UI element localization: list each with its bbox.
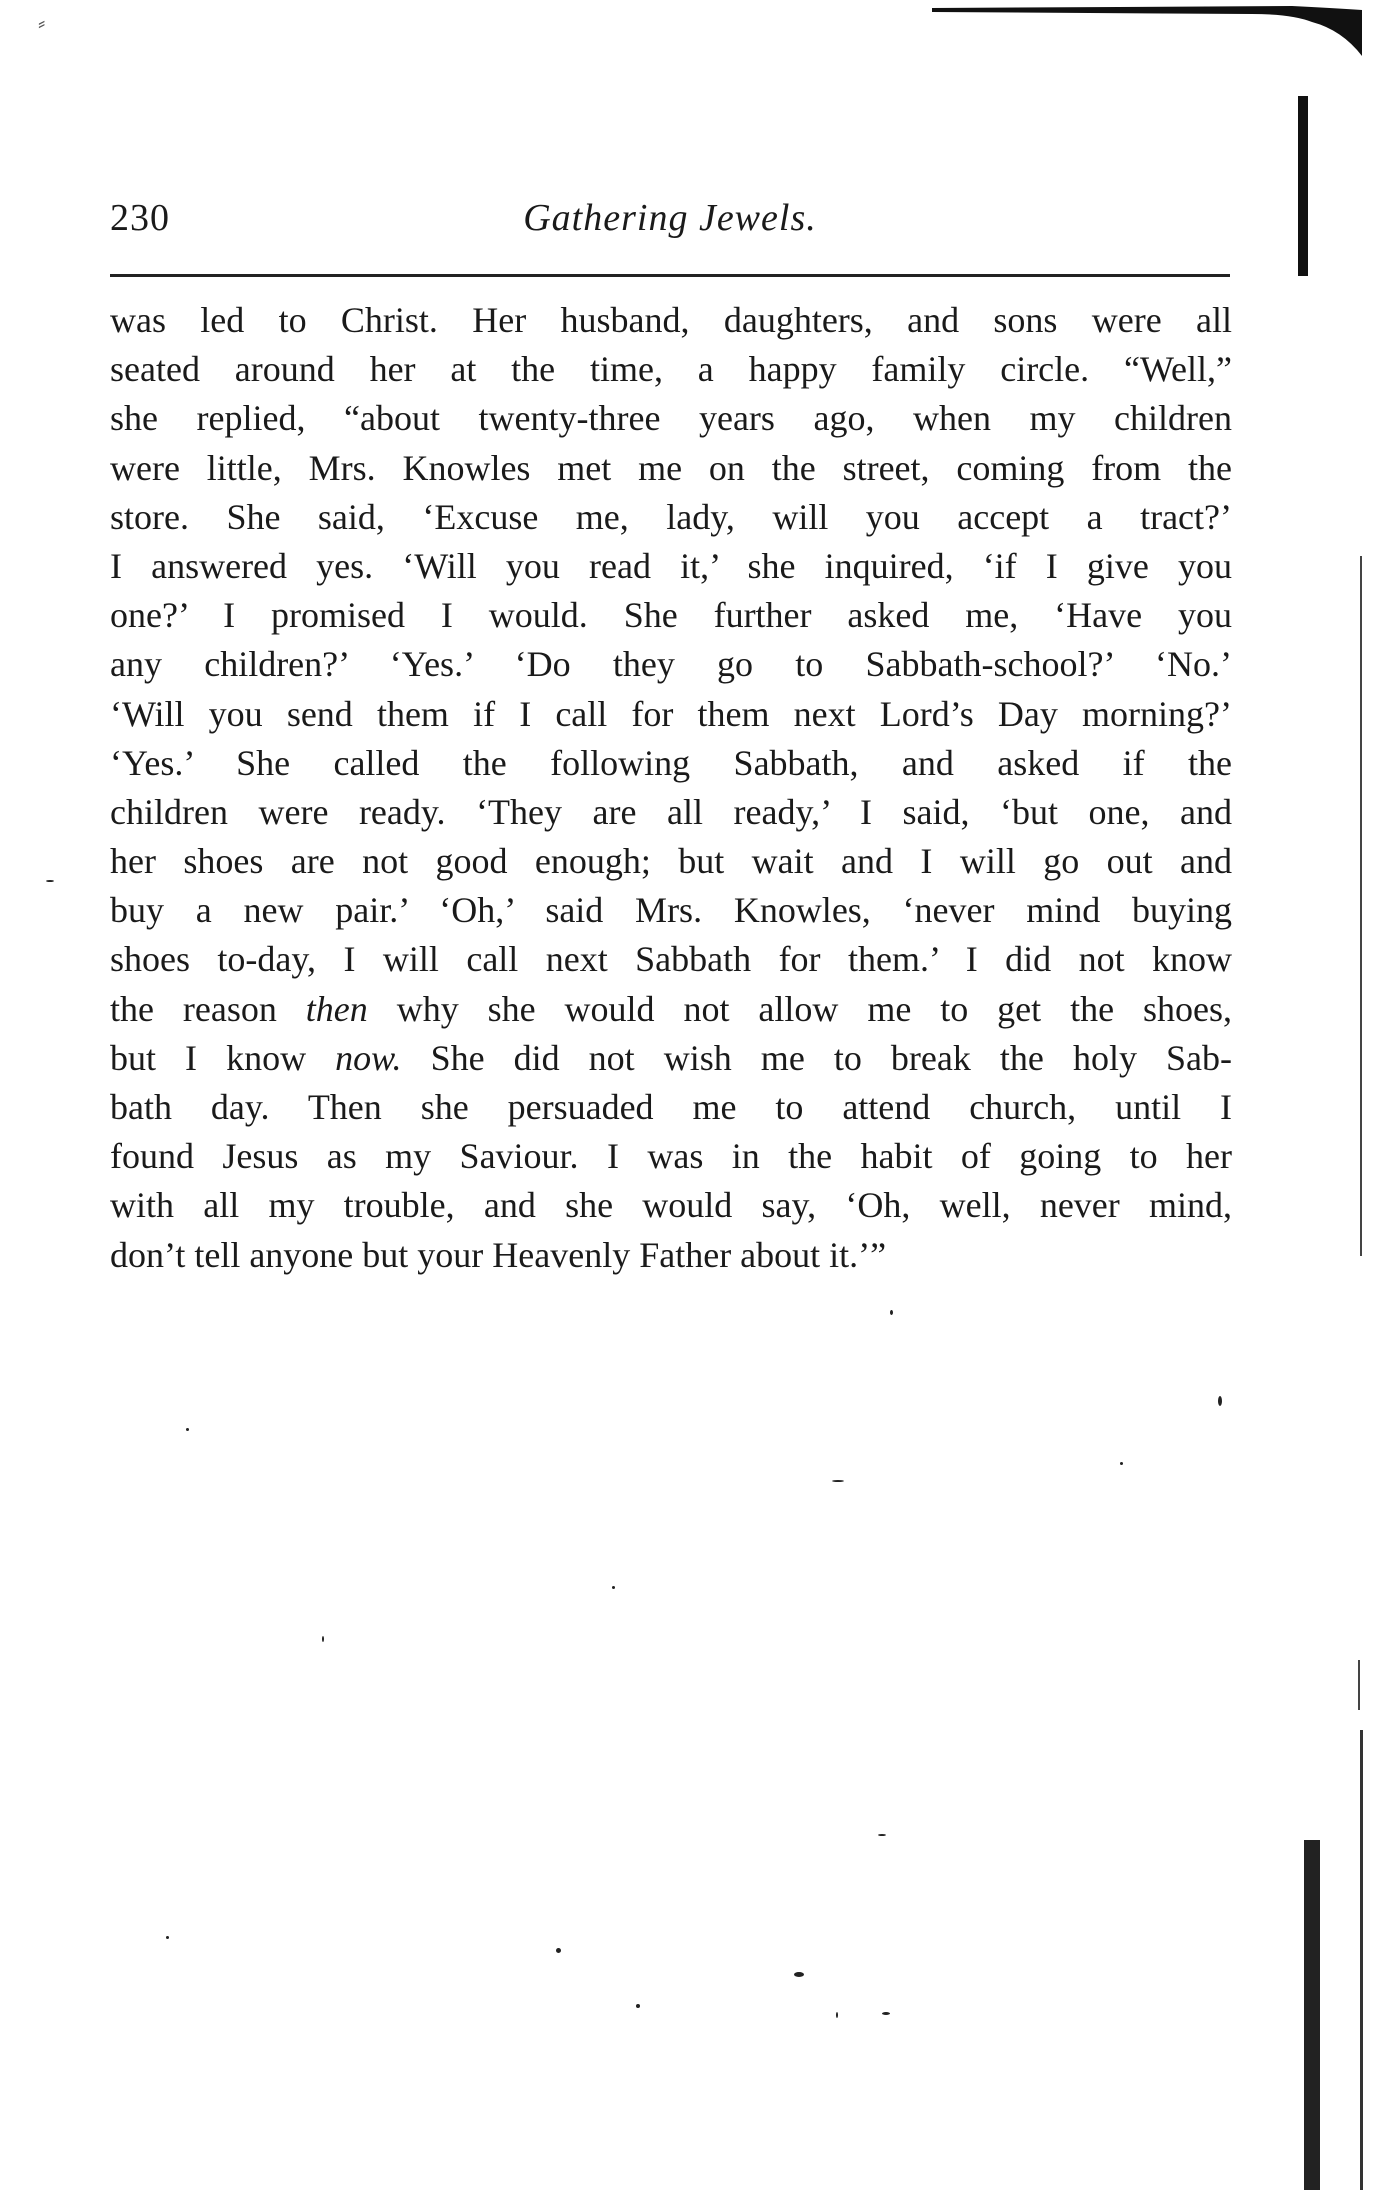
emphasis-now: now. <box>335 1037 402 1078</box>
text-line-with-emphasis <box>110 985 1232 1034</box>
scan-speck <box>322 1636 324 1642</box>
scan-speck <box>166 1936 169 1939</box>
page-header <box>110 196 1230 256</box>
scan-speck <box>186 1428 189 1431</box>
scan-edge-line-right-small <box>1358 1660 1360 1710</box>
text-line: ‘Will you send them if I call for them next Lord’s Day morning?’ <box>110 693 1232 734</box>
scan-speck <box>836 2012 838 2018</box>
running-title: Gathering Jewels. <box>523 197 817 239</box>
scan-speck <box>1120 1462 1123 1465</box>
text-line: she replied, “about twenty-three years ago, when my children <box>110 398 1232 439</box>
scan-edge-mark-right-bottom <box>1304 1840 1320 2190</box>
text-line: one?’ I promised I would. She further asked me, ‘Have you <box>110 595 1232 636</box>
text-line: was led to Christ. Her husband, daughters, and sons were all <box>110 300 1232 340</box>
body-text <box>110 296 1232 1280</box>
scan-speck <box>612 1586 615 1589</box>
scan-speck <box>878 1834 886 1836</box>
text-line-final: don’t tell anyone but your Heavenly Father about it.’” <box>110 1234 887 1275</box>
text-run: but I know <box>110 1037 336 1078</box>
text-line: children were ready. ‘They are all ready,’ I said, ‘but one, and <box>110 791 1232 832</box>
scan-speck <box>890 1310 893 1315</box>
emphasis-then: then <box>305 988 368 1029</box>
text-run: why she would not allow me to get the shoes, <box>367 988 1232 1029</box>
text-line-with-emphasis <box>110 1034 1232 1083</box>
text-run: She did not wish me to break the holy Sab- <box>401 1037 1232 1078</box>
text-line: seated around her at the time, a happy family circle. “Well,” <box>110 349 1232 390</box>
scan-speck <box>832 1480 844 1482</box>
text-line: found Jesus as my Saviour. I was in the habit of going to her <box>110 1136 1232 1177</box>
text-line: I answered yes. ‘Will you read it,’ she inquired, ‘if I give you <box>110 545 1232 586</box>
scan-speck <box>46 880 54 882</box>
text-run: the reason <box>110 988 306 1029</box>
text-line: shoes to-day, I will call next Sabbath for them.’ I did not know <box>110 939 1232 980</box>
text-line: any children?’ ‘Yes.’ ‘Do they go to Sabbath-school?’ ‘No.’ <box>110 644 1232 685</box>
scan-edge-mark-right-top <box>1298 96 1308 276</box>
header-rule <box>110 274 1230 277</box>
scan-speck <box>556 1948 561 1953</box>
scan-corner-mark: ⸗ <box>38 10 46 35</box>
scan-edge-line-right-lower <box>1360 1730 1363 2190</box>
text-line: her shoes are not good enough; but wait and I will go out and <box>110 841 1232 882</box>
scan-speck <box>1218 1396 1222 1406</box>
scan-edge-mark-top <box>932 0 1362 60</box>
text-line: store. She said, ‘Excuse me, lady, will you accept a tract?’ <box>110 496 1232 537</box>
text-line: were little, Mrs. Knowles met me on the street, coming from the <box>110 447 1232 488</box>
text-line: with all my trouble, and she would say, ‘Oh, well, never mind, <box>110 1185 1232 1226</box>
text-line: ‘Yes.’ She called the following Sabbath, and asked if the <box>110 742 1232 783</box>
scan-speck <box>882 2012 890 2015</box>
text-line: buy a new pair.’ ‘Oh,’ said Mrs. Knowles, ‘never mind buying <box>110 890 1232 931</box>
scan-edge-line-right <box>1360 556 1362 1256</box>
scan-speck <box>794 1972 804 1977</box>
page-number: 230 <box>110 197 170 239</box>
text-line: bath day. Then she persuaded me to attend church, until I <box>110 1087 1232 1127</box>
scan-speck <box>636 2004 640 2008</box>
